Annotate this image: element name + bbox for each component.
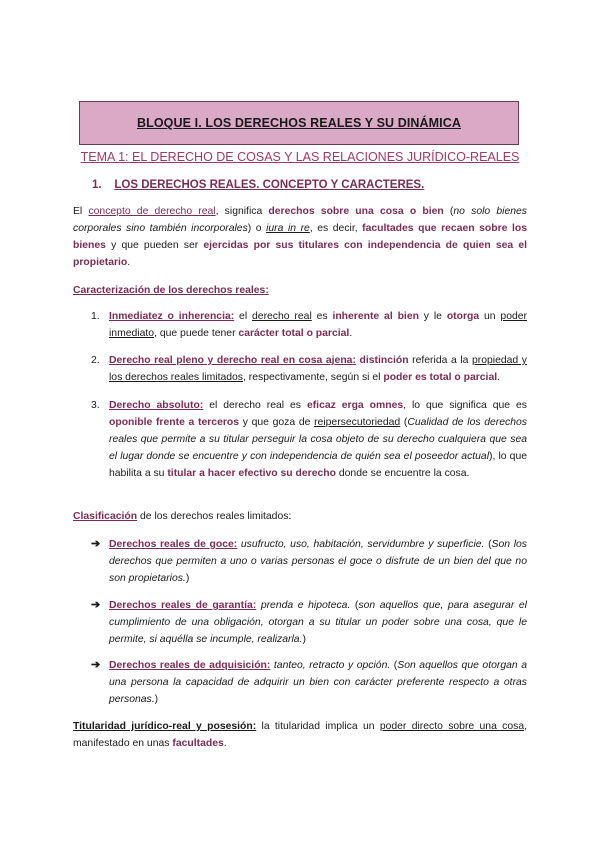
intro-emphasis: facultades que recaen sobre los bienes: [73, 223, 527, 251]
clasificacion-term: Clasificación: [73, 511, 138, 522]
item-term: Derecho absoluto:: [109, 400, 204, 411]
arrow-icon: ➔: [91, 538, 101, 550]
item-italic: Son los derechos que permiten a uno o varias personas el goce o disfrute de un bien del que no son propietarios.: [109, 539, 527, 584]
item-term: Derechos reales de garantía:: [109, 600, 257, 611]
item-text: .: [497, 372, 500, 383]
item-term: Inmediatez o inherencia:: [109, 311, 235, 322]
item-text: referida a la: [408, 355, 472, 366]
caracterizacion-heading: [73, 282, 527, 299]
list-number: 3.: [91, 400, 100, 411]
item-term: Derecho real pleno y derecho real en cosa ajena:: [109, 355, 356, 366]
item-underlined: reipersecutoriedad: [314, 417, 401, 428]
item-text: un: [479, 311, 501, 322]
item-underlined: derecho real: [252, 311, 312, 322]
section-number: 1.: [92, 179, 102, 191]
section-heading: [92, 179, 424, 191]
item-emphasis: eficaz erga omnes: [306, 400, 404, 411]
item-italic: tanteo, retracto y opción.: [270, 660, 391, 671]
intro-text: .: [127, 257, 131, 268]
titularidad-text: la titularidad implica un: [256, 721, 380, 732]
item-text: .: [349, 328, 353, 339]
item-text: ): [154, 694, 159, 705]
item-underlined: propiedad y los derechos reales limitados: [109, 355, 527, 383]
item-italic: usufructo, uso, habitación, servidumbre y superficie.: [237, 539, 485, 550]
item-emphasis: distinción: [359, 355, 409, 366]
list-number: 2.: [91, 355, 100, 366]
titularidad-text: , manifestado en unas: [73, 721, 528, 749]
item-text: (: [350, 600, 359, 611]
item-emphasis: inherente al bien: [332, 311, 419, 322]
clasificacion-item-1: [109, 536, 527, 587]
page-title: BLOQUE I. LOS DERECHOS REALES Y SU DINÁMICA: [136, 116, 461, 130]
page-subtitle: TEMA 1: EL DERECHO DE COSAS Y LAS RELACIONES JURÍDICO-REALES: [80, 150, 520, 164]
item-term: Derechos reales de goce:: [109, 539, 238, 550]
titularidad-emphasis: facultades: [172, 738, 224, 749]
section-title: LOS DERECHOS REALES. CONCEPTO Y CARACTERES.: [114, 179, 425, 191]
item-italic: son aquellos que, para asegurar el cumplimiento de una obligación, otorgan a su titular un poder sobre una cosa, que le permite, si aquélla se incumple, realizarla.: [109, 600, 527, 645]
item-text: y le: [418, 311, 447, 322]
item-text: donde se encuentre la cosa.: [335, 468, 470, 479]
titularidad-term: Titularidad jurídico-real y posesión:: [73, 721, 257, 732]
intro-paragraph: [73, 203, 527, 271]
intro-italic: no solo bienes corporales sino también incorporales: [73, 206, 528, 234]
clasificacion-item-2: [109, 597, 527, 648]
caracterizacion-item-3: [109, 397, 527, 482]
intro-latin: iura in re: [266, 223, 310, 234]
intro-text: , es decir,: [309, 223, 363, 234]
caracterizacion-item-1: [109, 308, 527, 342]
item-text: es: [311, 311, 333, 322]
intro-text: El: [73, 206, 89, 217]
list-number: 1.: [91, 311, 100, 322]
intro-emphasis: derechos sobre una cosa o bien: [268, 206, 444, 217]
titularidad-text: .: [223, 738, 227, 749]
clasificacion-item-3: [109, 657, 527, 708]
item-text: ): [185, 573, 190, 584]
intro-text: , significa: [215, 206, 269, 217]
intro-text: y que pueden ser: [105, 240, 204, 251]
item-text: , lo que significa que es: [403, 400, 528, 411]
arrow-icon: ➔: [91, 659, 101, 671]
intro-text: ) o: [247, 223, 267, 234]
item-emphasis: titular a hacer efectivo su derecho: [167, 468, 336, 479]
intro-emphasis: ejercidas por sus titulares con independencia de quien sea el propietario: [73, 240, 527, 268]
item-term: Derechos reales de adquisición:: [109, 660, 271, 671]
item-italic: Cualidad de los derechos reales que permite a su titular perseguir la cosa objeto de su derecho cualquiera que sea el lugar donde se encuentre y con independencia de quién sea el poseedor actual: [109, 417, 527, 462]
item-emphasis: poder es total o parcial: [383, 372, 498, 383]
title-box: [79, 101, 519, 145]
item-underlined: poder inmediato: [109, 311, 527, 339]
item-text: (: [390, 660, 398, 671]
item-emphasis: otorga: [446, 311, 480, 322]
item-text: el derecho real es: [203, 400, 307, 411]
item-italic: Son aquellos que otorgan a una persona la capacidad de adquirir un bien con carácter preferente respecto a otras personas.: [109, 660, 527, 705]
item-text: (: [400, 417, 408, 428]
clasificacion-text: de los derechos reales limitados:: [137, 511, 292, 522]
item-text: y que goza de: [239, 417, 315, 428]
item-text: ), lo que habilita a su: [109, 451, 528, 479]
caracterizacion-heading-text: Caracterización de los derechos reales:: [73, 285, 269, 296]
item-text: , que puede tener: [154, 328, 239, 339]
item-emphasis: carácter total o parcial: [238, 328, 350, 339]
titularidad-paragraph: [73, 718, 527, 752]
item-text: , respectivamente, según si el: [243, 372, 384, 383]
arrow-icon: ➔: [91, 599, 101, 611]
caracterizacion-item-2: [109, 352, 527, 386]
titularidad-underlined: poder directo sobre una cosa: [379, 721, 525, 732]
clasificacion-heading: [73, 508, 527, 525]
item-text: el: [234, 311, 253, 322]
item-italic: prenda e hipoteca.: [256, 600, 351, 611]
item-emphasis: oponible frente a terceros: [109, 417, 240, 428]
intro-text: (: [443, 206, 454, 217]
intro-concept: concepto de derecho real: [88, 206, 216, 217]
item-text: (: [484, 539, 492, 550]
item-text: ): [302, 634, 306, 645]
